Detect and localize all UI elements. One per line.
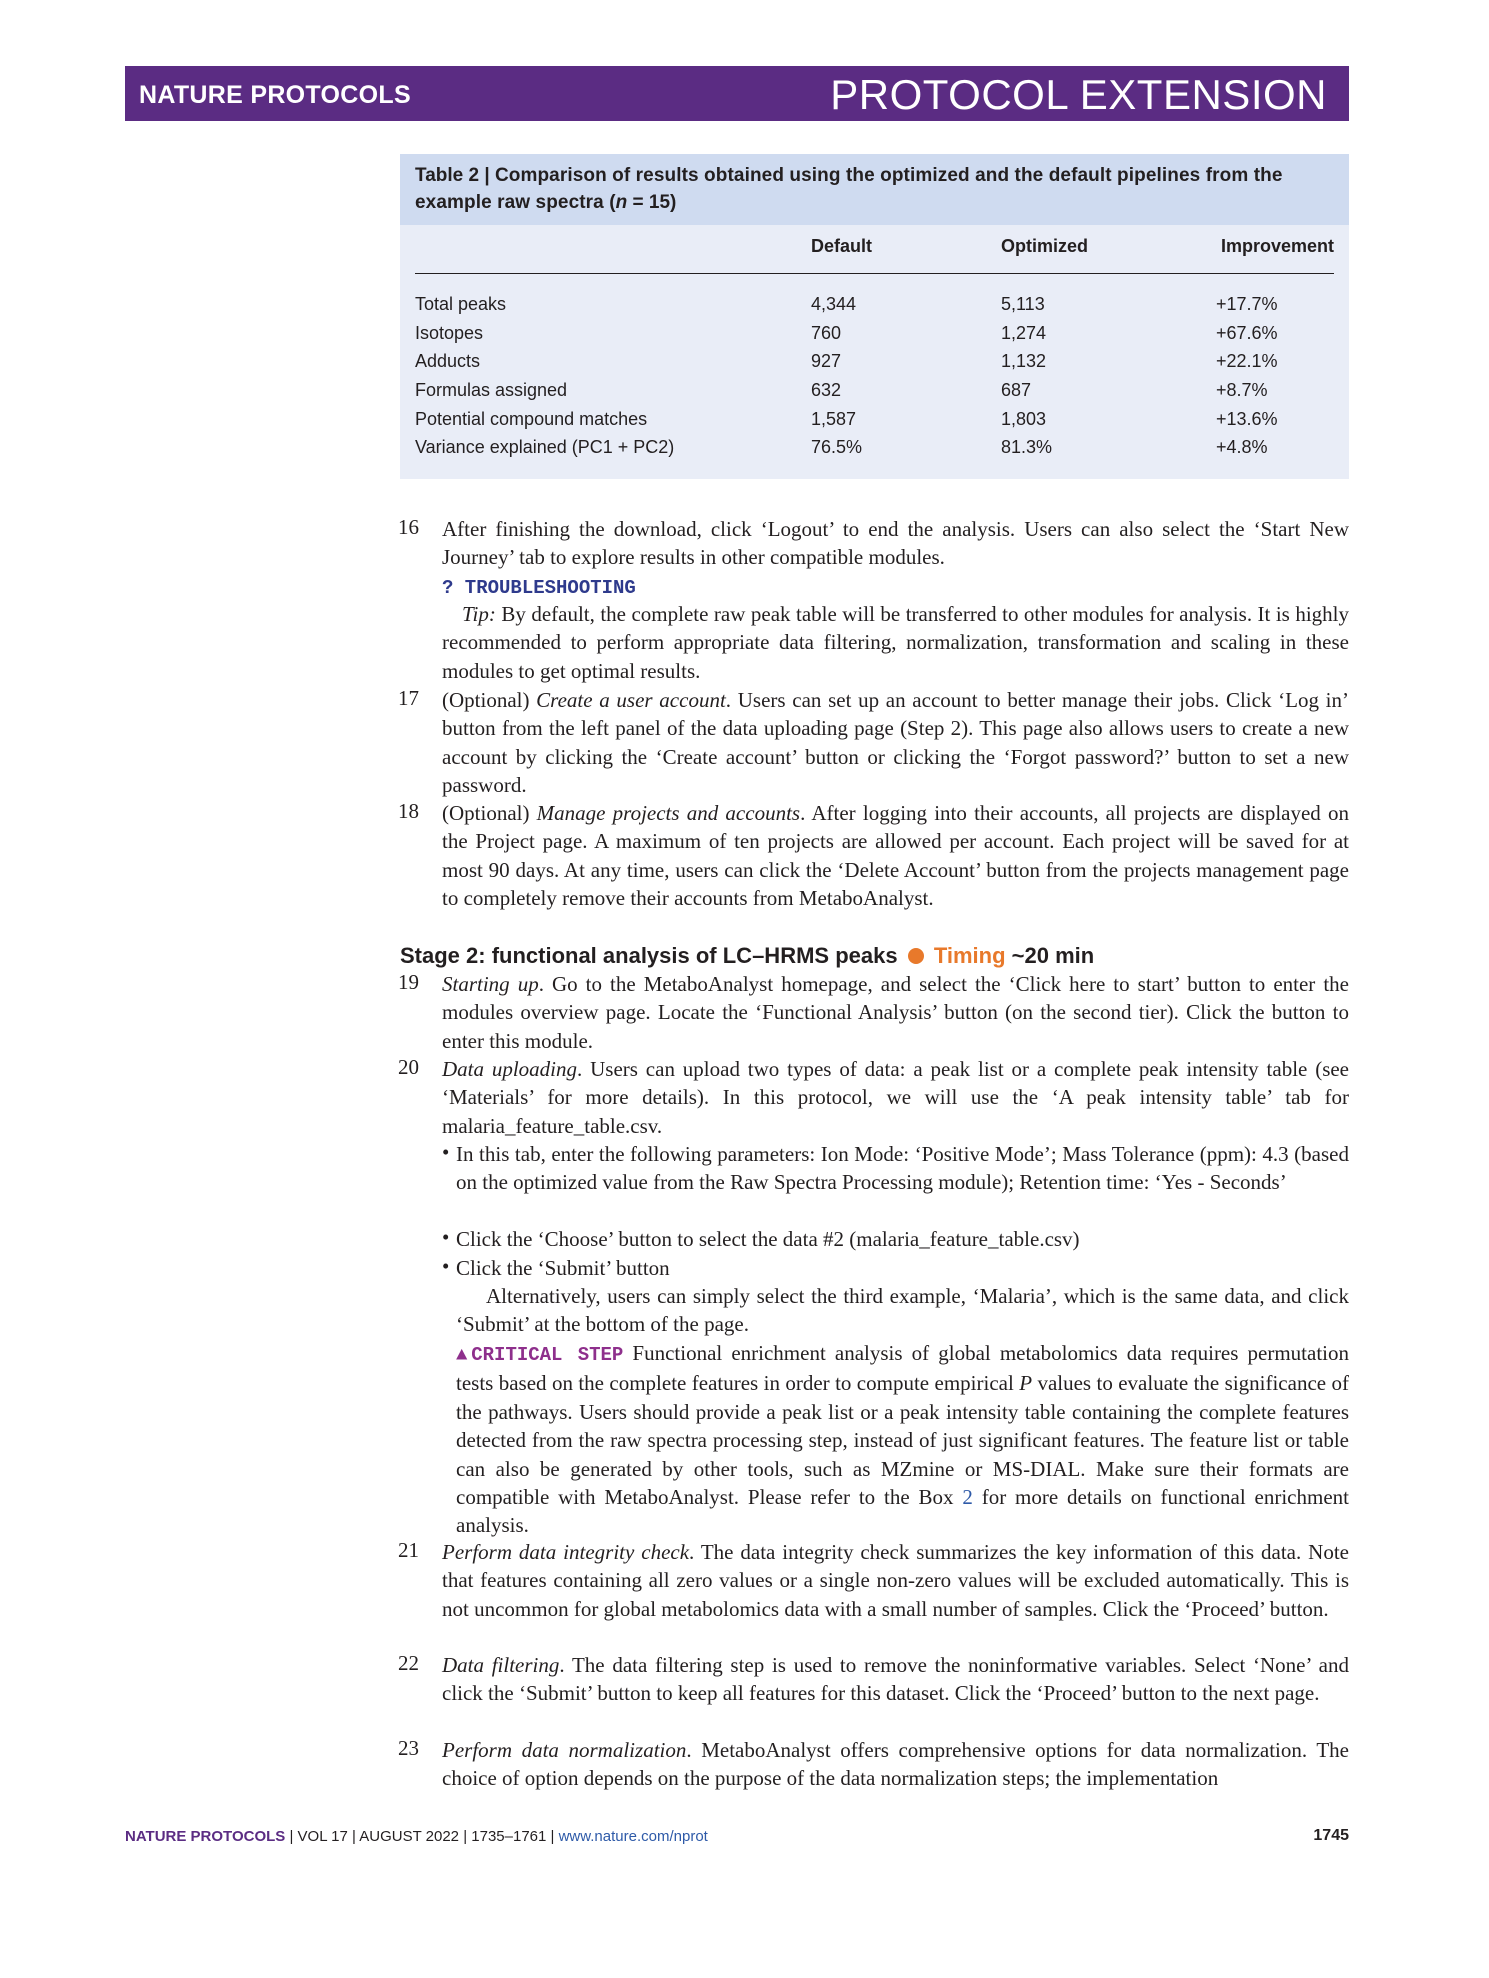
step-number-20: 20 <box>398 1055 419 1079</box>
table-cell: 1,132 <box>1001 351 1047 372</box>
table-cell: Variance explained (PC1 + PC2) <box>415 437 675 458</box>
table-cell: Total peaks <box>415 293 507 314</box>
section-title: PROTOCOL EXTENSION <box>830 71 1327 118</box>
table-row <box>415 376 1334 405</box>
troubleshooting-label[interactable]: ? TROUBLESHOOTING <box>442 577 636 599</box>
critical-step-paragraph <box>456 1339 1349 1540</box>
page-number: 1745 <box>1313 1827 1349 1844</box>
table-cell: 81.3% <box>1001 437 1053 458</box>
footer-sep: | <box>546 1828 559 1845</box>
bullet-icon: • <box>442 1254 450 1278</box>
column-header-optimized: Optimized <box>1001 236 1216 274</box>
table-row <box>415 347 1334 376</box>
critical-p: P <box>1019 1371 1033 1396</box>
table-cell: 1,587 <box>811 408 857 429</box>
footer-pages: 1735–1761 <box>471 1828 547 1845</box>
table-cell: +13.6% <box>1216 408 1278 429</box>
critical-text-1: Functional enrichment analysis of global metabolomics data requires permutation tests based on the complete features in order to compute empirical <box>456 1341 1349 1396</box>
step-22-body: . The data filtering step is used to remove the noninformative variables. Select ‘None’ and click the ‘Submit’ button to keep all features for this dataset. Click the ‘Proceed’ button to the next page. <box>442 1653 1349 1706</box>
step-19-body: . Go to the MetaboAnalyst homepage, and select the ‘Click here to start’ button to enter the modules overview page. Locate the ‘Functional Analysis’ button (on the second tier). Click the button to enter this module. <box>442 972 1349 1053</box>
table-cell: +4.8% <box>1216 437 1268 458</box>
table-caption-eq: = 15) <box>627 192 677 213</box>
footer-date: AUGUST 2022 <box>359 1828 460 1845</box>
table-2 <box>400 154 1349 479</box>
step-21-body: . The data integrity check summarizes the key information of this data. Note that features containing all zero values or a single non-zero values will be excluded automatically. This is not uncommon for global metabolomics data with a small number of samples. Click the ‘Proceed’ button. <box>442 1540 1349 1621</box>
step-20-body: . Users can upload two types of data: a peak list or a complete peak intensity table (see ‘Materials’ for more details). In this protocol, we will use the ‘A peak intensity table’ tab for malaria_feature_table.csv. <box>442 1057 1350 1138</box>
step-20-title: Data uploading <box>442 1057 578 1081</box>
column-header <box>415 236 811 274</box>
step-number-17: 17 <box>398 686 419 710</box>
timing-label: Timing <box>933 943 1006 968</box>
box-2-link[interactable]: 2 <box>962 1485 973 1510</box>
critical-text-3: for more details on functional enrichment analysis. <box>456 1485 1349 1538</box>
table-row <box>415 319 1334 348</box>
column-header-improvement: Improvement <box>1216 236 1334 274</box>
timing-value: ~20 min <box>1005 943 1095 968</box>
stage-2-heading <box>400 943 1094 969</box>
critical-step-label: ▲CRITICAL STEP <box>456 1344 624 1366</box>
table-cell: +17.7% <box>1216 293 1278 314</box>
step-18-text <box>442 799 1349 913</box>
table-cell: 687 <box>1001 379 1032 400</box>
table-cell: 760 <box>811 322 842 343</box>
table-cell: 4,344 <box>811 293 857 314</box>
footer-citation <box>125 1828 708 1845</box>
table-cell: Potential compound matches <box>415 408 648 429</box>
table-cell: Formulas assigned <box>415 379 568 400</box>
step-18-title: Manage projects and accounts <box>536 801 801 825</box>
bullet-item: In this tab, enter the following parameters: Ion Mode: ‘Positive Mode’; Mass Tolerance (ppm): 4.3 (based on the optimized value from the Raw Spectra Processing module); Retention time: ‘Yes - Seconds’ <box>456 1142 1349 1195</box>
step-number-22: 22 <box>398 1651 419 1675</box>
step-17-body: . Users can set up an account to better manage their jobs. Click ‘Log in’ button from the left panel of the data uploading page (Step 2). This page also allows users to create a new account by clicking the ‘Create account’ button or clicking the ‘Forgot password?’ button to set a new password. <box>442 688 1349 798</box>
step-21-title: Perform data integrity check <box>442 1540 690 1564</box>
journal-header-bar <box>125 66 1349 121</box>
alternative-paragraph: Alternatively, users can simply select the third example, ‘Malaria’, which is the same data, and click ‘Submit’ at the bottom of the page. <box>456 1284 1349 1337</box>
step-19-text <box>442 970 1349 1055</box>
step-number-18: 18 <box>398 799 419 823</box>
timing-dot-icon <box>908 948 924 964</box>
bullet-icon: • <box>442 1225 450 1249</box>
step-17-text <box>442 686 1349 800</box>
step-23-title: Perform data normalization <box>442 1738 687 1762</box>
table-cell: 5,113 <box>1001 293 1045 314</box>
results-table <box>415 236 1334 462</box>
step-23-text <box>442 1736 1349 1793</box>
footer-sep: | <box>459 1828 472 1845</box>
step-number-16: 16 <box>398 515 419 539</box>
stage-title: Stage 2: functional analysis of LC–HRMS peaks <box>400 943 898 968</box>
critical-text-2: values to evaluate the significance of the pathways. Users should provide a peak list or a peak intensity table containing the complete features detected from the raw spectra processing step, instead of just significant features. The feature list or table can also be generated by other tools, such as MZmine or MS-DIAL. Make sure their formats are compatible with MetaboAnalyst. Please refer to the Box <box>456 1371 1349 1510</box>
table-cell: +8.7% <box>1216 379 1268 400</box>
column-header-default: Default <box>811 236 1001 274</box>
table-cell: +67.6% <box>1216 322 1278 343</box>
step-23-body: . MetaboAnalyst offers comprehensive options for data normalization. The choice of option depends on the purpose of the data normalization steps; the implementation <box>442 1738 1350 1791</box>
step-22-title: Data filtering <box>442 1653 560 1677</box>
step-19-title: Starting up <box>442 972 539 996</box>
troubleshooting-link[interactable] <box>442 572 1349 602</box>
table-cell: Isotopes <box>415 322 484 343</box>
footer-url-link[interactable]: www.nature.com/nprot <box>558 1828 708 1845</box>
step-number-19: 19 <box>398 970 419 994</box>
table-cell: +22.1% <box>1216 351 1278 372</box>
step-22-text <box>442 1651 1349 1708</box>
table-row <box>415 274 1334 319</box>
step-18-body: . After logging into their accounts, all projects are displayed on the Project page. A maximum of ten projects are allowed per account. Each project will be saved for at most 90 days. At any time, users can click the ‘Delete Account’ button from the projects management page to completely remove their accounts from MetaboAnalyst. <box>442 801 1349 911</box>
table-caption-text: Comparison of results obtained using the optimized and the default pipelines from the example raw spectra ( <box>415 165 1283 213</box>
journal-name: NATURE PROTOCOLS <box>139 81 411 109</box>
footer-sep: | <box>285 1828 298 1845</box>
table-cell: 632 <box>811 379 842 400</box>
bullet-item: Click the ‘Submit’ button <box>456 1256 670 1280</box>
table-cell: 927 <box>811 351 842 372</box>
tip-label: Tip: <box>462 602 496 626</box>
footer-sep: | <box>347 1828 360 1845</box>
bullet-icon: • <box>442 1140 450 1164</box>
step-17-title: Create a user account <box>536 688 726 712</box>
table-header-row <box>415 236 1334 274</box>
table-caption <box>400 154 1349 225</box>
table-cell: 76.5% <box>811 437 863 458</box>
step-16-text <box>442 515 1349 572</box>
bullet-item: Click the ‘Choose’ button to select the data #2 (malaria_feature_table.csv) <box>456 1227 1080 1251</box>
footer-vol: VOL 17 <box>297 1828 348 1845</box>
step-number-23: 23 <box>398 1736 419 1760</box>
footer-journal: NATURE PROTOCOLS <box>125 1828 286 1845</box>
table-caption-n: n <box>615 192 628 213</box>
step-17-prefix: (Optional) <box>442 688 537 712</box>
tip-paragraph <box>442 600 1349 685</box>
table-cell: 1,274 <box>1001 322 1047 343</box>
step-18-prefix: (Optional) <box>442 801 537 825</box>
table-cell: 1,803 <box>1001 408 1047 429</box>
step-20-text <box>442 1055 1349 1140</box>
step-16-body: After finishing the download, click ‘Logout’ to end the analysis. Users can also select the ‘Start New Journey’ tab to explore results in other compatible modules. <box>442 517 1349 570</box>
table-row <box>415 405 1334 434</box>
step-21-text <box>442 1538 1349 1623</box>
step-number-21: 21 <box>398 1538 419 1562</box>
tip-text: By default, the complete raw peak table will be transferred to other modules for analysis. It is highly recommended to perform appropriate data filtering, normalization, transformation and scaling in these modules to get optimal results. <box>442 602 1349 683</box>
table-row <box>415 433 1334 462</box>
table-caption-label: Table 2 | <box>415 165 490 186</box>
table-cell: Adducts <box>415 351 481 372</box>
